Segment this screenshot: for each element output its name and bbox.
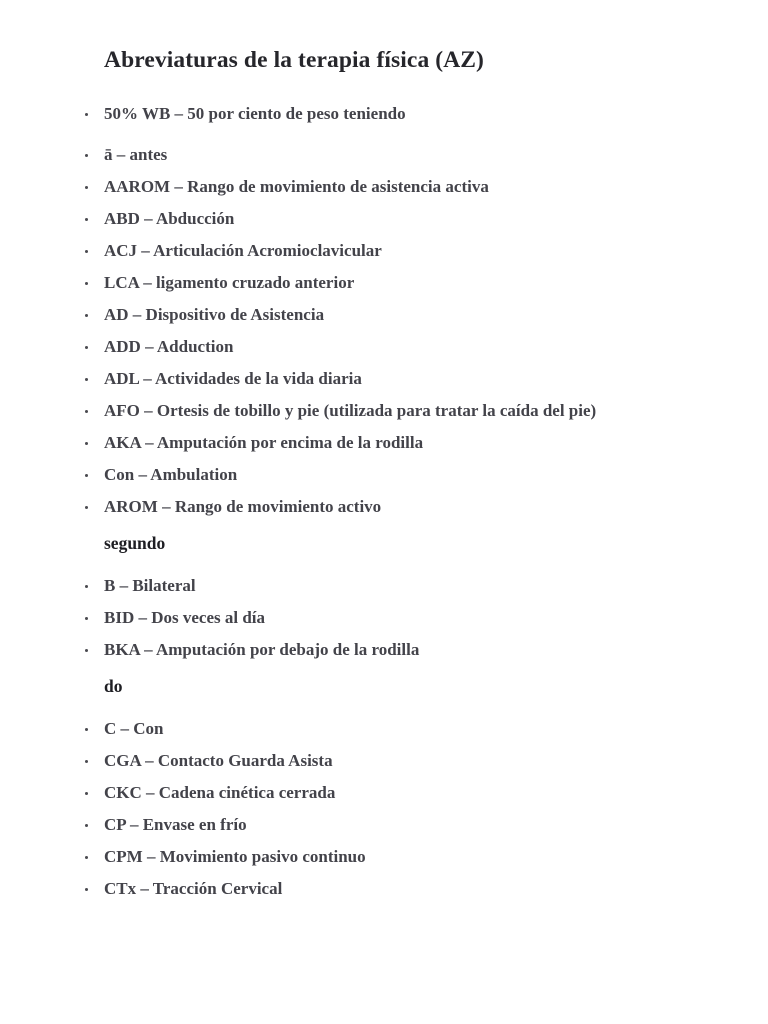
list-item: ā – antes: [84, 139, 684, 171]
list-item: B – Bilateral: [84, 570, 684, 602]
list-item: BID – Dos veces al día: [84, 602, 684, 634]
abbreviation-list-c: [84, 713, 684, 905]
document-content: [84, 46, 684, 905]
list-item: CP – Envase en frío: [84, 809, 684, 841]
list-item: ADL – Actividades de la vida diaria: [84, 363, 684, 395]
list-item: BKA – Amputación por debajo de la rodilla: [84, 634, 684, 666]
list-item: C – Con: [84, 713, 684, 745]
list-item: ADD – Adduction: [84, 331, 684, 363]
list-item: AD – Dispositivo de Asistencia: [84, 299, 684, 331]
list-item: ACJ – Articulación Acromioclavicular: [84, 235, 684, 267]
list-item: AROM – Rango de movimiento activo: [84, 491, 684, 523]
list-item: AFO – Ortesis de tobillo y pie (utilizada para tratar la caída del pie): [84, 395, 684, 427]
list-item: LCA – ligamento cruzado anterior: [84, 267, 684, 299]
list-item: AKA – Amputación por encima de la rodilla: [84, 427, 684, 459]
list-item: CPM – Movimiento pasivo continuo: [84, 841, 684, 873]
abbreviation-list-b: [84, 570, 684, 666]
list-item: 50% WB – 50 por ciento de peso teniendo: [84, 98, 684, 130]
section-heading-do: do: [104, 676, 123, 697]
section-heading-segundo: segundo: [104, 533, 166, 554]
list-item: CTx – Tracción Cervical: [84, 873, 684, 905]
page-title: Abreviaturas de la terapia física (AZ): [104, 47, 484, 73]
abbreviation-list-a: [84, 98, 684, 523]
list-item: AAROM – Rango de movimiento de asistencia activa: [84, 171, 684, 203]
list-item: ABD – Abducción: [84, 203, 684, 235]
list-item: Con – Ambulation: [84, 459, 684, 491]
list-item: CKC – Cadena cinética cerrada: [84, 777, 684, 809]
list-item: CGA – Contacto Guarda Asista: [84, 745, 684, 777]
